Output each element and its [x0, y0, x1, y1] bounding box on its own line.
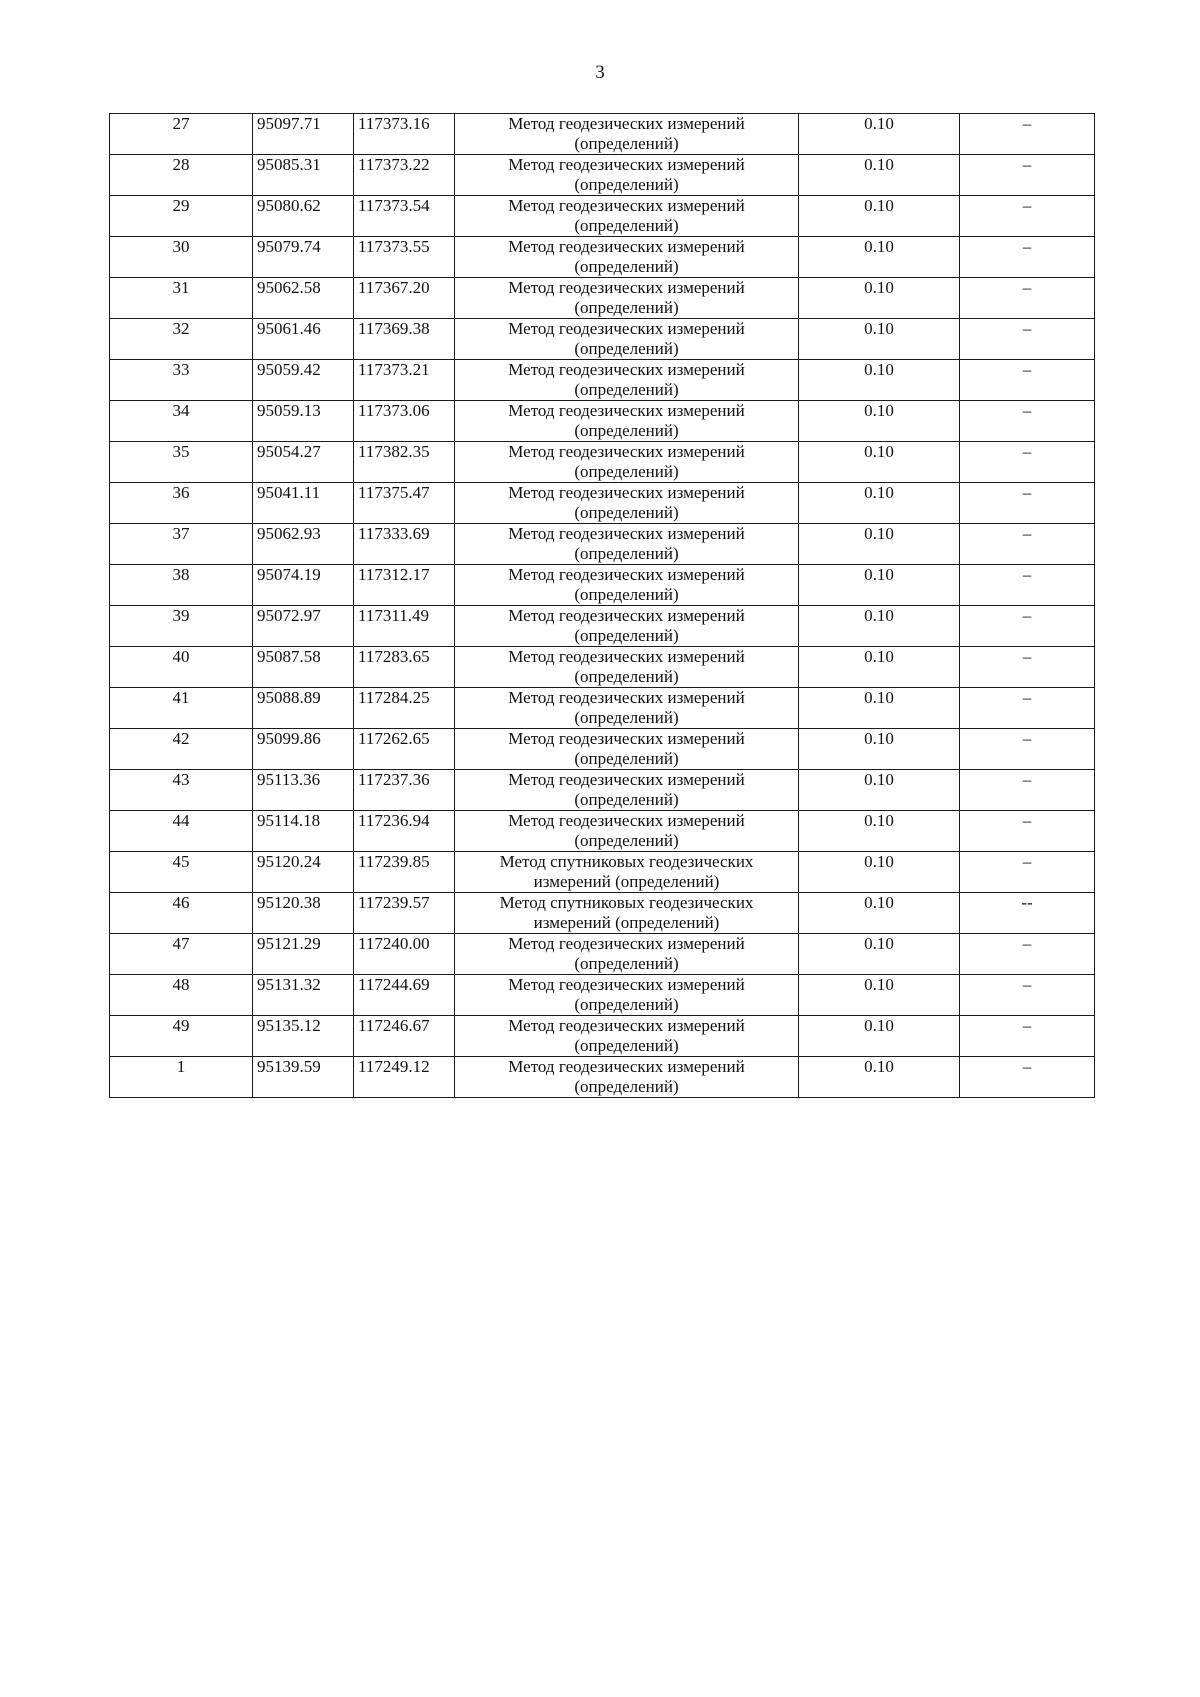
- method-cell: [455, 319, 799, 360]
- x-coordinate-cell: 95062.93: [253, 524, 354, 565]
- method-line-1: Метод геодезических измерений: [508, 688, 745, 707]
- y-coordinate-cell: 117373.22: [354, 155, 455, 196]
- accuracy-cell: 0.10: [799, 237, 960, 278]
- x-coordinate-cell: 95120.38: [253, 893, 354, 934]
- table-row: [110, 401, 1095, 442]
- x-coordinate-cell: 95099.86: [253, 729, 354, 770]
- method-line-1: Метод геодезических измерений: [508, 360, 745, 379]
- table-row: [110, 647, 1095, 688]
- accuracy-cell: 0.10: [799, 196, 960, 237]
- accuracy-cell: 0.10: [799, 278, 960, 319]
- note-cell: –: [960, 606, 1095, 647]
- point-number-cell: 38: [110, 565, 253, 606]
- method-line-2: (определений): [574, 1036, 679, 1055]
- table-row: [110, 975, 1095, 1016]
- method-line-1: Метод геодезических измерений: [508, 975, 745, 994]
- method-line-2: измерений (определений): [533, 872, 720, 891]
- note-cell: –: [960, 811, 1095, 852]
- table-row: [110, 114, 1095, 155]
- method-line-1: Метод геодезических измерений: [508, 196, 745, 215]
- note-cell: –: [960, 729, 1095, 770]
- point-number-cell: 35: [110, 442, 253, 483]
- method-line-1: Метод геодезических измерений: [508, 770, 745, 789]
- method-line-1: Метод геодезических измерений: [508, 278, 745, 297]
- x-coordinate-cell: 95074.19: [253, 565, 354, 606]
- table-row: [110, 196, 1095, 237]
- method-cell: [455, 278, 799, 319]
- method-cell: [455, 729, 799, 770]
- method-cell: [455, 893, 799, 934]
- accuracy-cell: 0.10: [799, 483, 960, 524]
- x-coordinate-cell: 95054.27: [253, 442, 354, 483]
- method-cell: [455, 237, 799, 278]
- method-line-1: Метод геодезических измерений: [508, 934, 745, 953]
- y-coordinate-cell: 117369.38: [354, 319, 455, 360]
- y-coordinate-cell: 117284.25: [354, 688, 455, 729]
- table-row: [110, 729, 1095, 770]
- x-coordinate-cell: 95088.89: [253, 688, 354, 729]
- method-line-1: Метод геодезических измерений: [508, 319, 745, 338]
- method-line-1: Метод геодезических измерений: [508, 606, 745, 625]
- table-row: [110, 278, 1095, 319]
- note-cell: –: [960, 237, 1095, 278]
- table-row: [110, 688, 1095, 729]
- table-row: [110, 934, 1095, 975]
- x-coordinate-cell: 95087.58: [253, 647, 354, 688]
- method-line-2: измерений (определений): [533, 913, 720, 932]
- method-cell: [455, 811, 799, 852]
- note-cell: –: [960, 565, 1095, 606]
- method-cell: [455, 442, 799, 483]
- coordinates-table-body: [110, 114, 1095, 1098]
- x-coordinate-cell: 95085.31: [253, 155, 354, 196]
- method-line-2: (определений): [574, 339, 679, 358]
- method-line-1: Метод геодезических измерений: [508, 524, 745, 543]
- method-line-2: (определений): [574, 954, 679, 973]
- note-cell: –: [960, 688, 1095, 729]
- method-line-1: Метод геодезических измерений: [508, 401, 745, 420]
- method-cell: [455, 401, 799, 442]
- method-line-1: Метод спутниковых геодезических: [499, 852, 754, 871]
- x-coordinate-cell: 95135.12: [253, 1016, 354, 1057]
- method-line-2: (определений): [574, 667, 679, 686]
- x-coordinate-cell: 95113.36: [253, 770, 354, 811]
- method-line-2: (определений): [574, 421, 679, 440]
- accuracy-cell: 0.10: [799, 114, 960, 155]
- point-number-cell: 29: [110, 196, 253, 237]
- method-cell: [455, 524, 799, 565]
- table-row: [110, 852, 1095, 893]
- method-line-1: Метод геодезических измерений: [508, 442, 745, 461]
- accuracy-cell: 0.10: [799, 811, 960, 852]
- y-coordinate-cell: 117382.35: [354, 442, 455, 483]
- x-coordinate-cell: 95120.24: [253, 852, 354, 893]
- x-coordinate-cell: 95080.62: [253, 196, 354, 237]
- accuracy-cell: 0.10: [799, 442, 960, 483]
- table-row: [110, 606, 1095, 647]
- method-line-2: (определений): [574, 380, 679, 399]
- point-number-cell: 1: [110, 1057, 253, 1098]
- x-coordinate-cell: 95041.11: [253, 483, 354, 524]
- x-coordinate-cell: 95079.74: [253, 237, 354, 278]
- x-coordinate-cell: 95097.71: [253, 114, 354, 155]
- method-line-1: Метод геодезических измерений: [508, 1016, 745, 1035]
- y-coordinate-cell: 117375.47: [354, 483, 455, 524]
- method-line-2: (определений): [574, 1077, 679, 1096]
- note-cell: –: [960, 278, 1095, 319]
- table-row: [110, 893, 1095, 934]
- method-line-2: (определений): [574, 462, 679, 481]
- y-coordinate-cell: 117239.85: [354, 852, 455, 893]
- method-line-1: Метод спутниковых геодезических: [499, 893, 754, 912]
- table-row: [110, 1016, 1095, 1057]
- method-line-2: (определений): [574, 995, 679, 1014]
- y-coordinate-cell: 117249.12: [354, 1057, 455, 1098]
- x-coordinate-cell: 95131.32: [253, 975, 354, 1016]
- point-number-cell: 34: [110, 401, 253, 442]
- note-cell: –: [960, 483, 1095, 524]
- accuracy-cell: 0.10: [799, 852, 960, 893]
- method-line-2: (определений): [574, 298, 679, 317]
- note-cell: –: [960, 319, 1095, 360]
- point-number-cell: 41: [110, 688, 253, 729]
- note-cell: –: [960, 360, 1095, 401]
- method-cell: [455, 852, 799, 893]
- method-line-1: Метод геодезических измерений: [508, 811, 745, 830]
- x-coordinate-cell: 95062.58: [253, 278, 354, 319]
- method-line-2: (определений): [574, 134, 679, 153]
- y-coordinate-cell: 117367.20: [354, 278, 455, 319]
- method-line-1: Метод геодезических измерений: [508, 729, 745, 748]
- note-cell: –: [960, 770, 1095, 811]
- point-number-cell: 46: [110, 893, 253, 934]
- x-coordinate-cell: 95061.46: [253, 319, 354, 360]
- method-cell: [455, 1016, 799, 1057]
- y-coordinate-cell: 117312.17: [354, 565, 455, 606]
- method-line-2: (определений): [574, 585, 679, 604]
- point-number-cell: 32: [110, 319, 253, 360]
- y-coordinate-cell: 117373.21: [354, 360, 455, 401]
- method-line-1: Метод геодезических измерений: [508, 114, 745, 133]
- y-coordinate-cell: 117240.00: [354, 934, 455, 975]
- point-number-cell: 28: [110, 155, 253, 196]
- accuracy-cell: 0.10: [799, 401, 960, 442]
- point-number-cell: 30: [110, 237, 253, 278]
- method-cell: [455, 483, 799, 524]
- y-coordinate-cell: 117373.16: [354, 114, 455, 155]
- table-row: [110, 1057, 1095, 1098]
- note-cell: –: [960, 852, 1095, 893]
- method-line-2: (определений): [574, 175, 679, 194]
- point-number-cell: 45: [110, 852, 253, 893]
- accuracy-cell: 0.10: [799, 893, 960, 934]
- method-cell: [455, 1057, 799, 1098]
- note-cell: –: [960, 1016, 1095, 1057]
- note-cell: –: [960, 1057, 1095, 1098]
- method-cell: [455, 155, 799, 196]
- method-line-1: Метод геодезических измерений: [508, 565, 745, 584]
- y-coordinate-cell: 117373.55: [354, 237, 455, 278]
- table-row: [110, 360, 1095, 401]
- accuracy-cell: 0.10: [799, 319, 960, 360]
- y-coordinate-cell: 117373.06: [354, 401, 455, 442]
- point-number-cell: 39: [110, 606, 253, 647]
- point-number-cell: 40: [110, 647, 253, 688]
- x-coordinate-cell: 95059.13: [253, 401, 354, 442]
- method-line-1: Метод геодезических измерений: [508, 155, 745, 174]
- accuracy-cell: 0.10: [799, 606, 960, 647]
- method-line-2: (определений): [574, 626, 679, 645]
- accuracy-cell: 0.10: [799, 647, 960, 688]
- point-number-cell: 43: [110, 770, 253, 811]
- method-cell: [455, 606, 799, 647]
- note-cell: –: [960, 524, 1095, 565]
- accuracy-cell: 0.10: [799, 155, 960, 196]
- note-cell: –: [960, 114, 1095, 155]
- y-coordinate-cell: 117283.65: [354, 647, 455, 688]
- method-line-1: Метод геодезических измерений: [508, 483, 745, 502]
- method-cell: [455, 770, 799, 811]
- x-coordinate-cell: 95114.18: [253, 811, 354, 852]
- point-number-cell: 36: [110, 483, 253, 524]
- accuracy-cell: 0.10: [799, 1016, 960, 1057]
- method-line-2: (определений): [574, 708, 679, 727]
- point-number-cell: 27: [110, 114, 253, 155]
- method-line-2: (определений): [574, 790, 679, 809]
- method-cell: [455, 565, 799, 606]
- y-coordinate-cell: 117237.36: [354, 770, 455, 811]
- accuracy-cell: 0.10: [799, 729, 960, 770]
- table-row: [110, 442, 1095, 483]
- table-row: [110, 155, 1095, 196]
- note-cell: –: [960, 647, 1095, 688]
- y-coordinate-cell: 117373.54: [354, 196, 455, 237]
- note-cell: –: [960, 155, 1095, 196]
- accuracy-cell: 0.10: [799, 934, 960, 975]
- accuracy-cell: 0.10: [799, 1057, 960, 1098]
- page-number: 3: [595, 62, 605, 83]
- method-cell: [455, 647, 799, 688]
- note-cell: –: [960, 401, 1095, 442]
- y-coordinate-cell: 117239.57: [354, 893, 455, 934]
- table-row: [110, 811, 1095, 852]
- method-line-2: (определений): [574, 749, 679, 768]
- point-number-cell: 31: [110, 278, 253, 319]
- point-number-cell: 47: [110, 934, 253, 975]
- note-cell: –: [960, 196, 1095, 237]
- method-line-1: Метод геодезических измерений: [508, 1057, 745, 1076]
- accuracy-cell: 0.10: [799, 975, 960, 1016]
- x-coordinate-cell: 95059.42: [253, 360, 354, 401]
- table-row: [110, 319, 1095, 360]
- point-number-cell: 37: [110, 524, 253, 565]
- method-cell: [455, 360, 799, 401]
- accuracy-cell: 0.10: [799, 524, 960, 565]
- method-line-1: Метод геодезических измерений: [508, 647, 745, 666]
- point-number-cell: 49: [110, 1016, 253, 1057]
- point-number-cell: 33: [110, 360, 253, 401]
- method-cell: [455, 196, 799, 237]
- y-coordinate-cell: 117246.67: [354, 1016, 455, 1057]
- table-row: [110, 524, 1095, 565]
- method-cell: [455, 934, 799, 975]
- y-coordinate-cell: 117262.65: [354, 729, 455, 770]
- method-line-2: (определений): [574, 503, 679, 522]
- table-row: [110, 237, 1095, 278]
- method-line-2: (определений): [574, 831, 679, 850]
- y-coordinate-cell: 117236.94: [354, 811, 455, 852]
- accuracy-cell: 0.10: [799, 360, 960, 401]
- note-cell: --: [960, 893, 1095, 934]
- accuracy-cell: 0.10: [799, 565, 960, 606]
- method-line-2: (определений): [574, 216, 679, 235]
- x-coordinate-cell: 95072.97: [253, 606, 354, 647]
- method-line-1: Метод геодезических измерений: [508, 237, 745, 256]
- point-number-cell: 42: [110, 729, 253, 770]
- method-cell: [455, 975, 799, 1016]
- y-coordinate-cell: 117333.69: [354, 524, 455, 565]
- point-number-cell: 44: [110, 811, 253, 852]
- accuracy-cell: 0.10: [799, 770, 960, 811]
- note-cell: –: [960, 934, 1095, 975]
- point-number-cell: 48: [110, 975, 253, 1016]
- table-row: [110, 483, 1095, 524]
- y-coordinate-cell: 117244.69: [354, 975, 455, 1016]
- x-coordinate-cell: 95139.59: [253, 1057, 354, 1098]
- method-line-2: (определений): [574, 257, 679, 276]
- accuracy-cell: 0.10: [799, 688, 960, 729]
- table-row: [110, 565, 1095, 606]
- x-coordinate-cell: 95121.29: [253, 934, 354, 975]
- method-cell: [455, 688, 799, 729]
- coordinates-table: [109, 113, 1095, 1098]
- method-line-2: (определений): [574, 544, 679, 563]
- note-cell: –: [960, 975, 1095, 1016]
- table-row: [110, 770, 1095, 811]
- note-cell: –: [960, 442, 1095, 483]
- method-cell: [455, 114, 799, 155]
- y-coordinate-cell: 117311.49: [354, 606, 455, 647]
